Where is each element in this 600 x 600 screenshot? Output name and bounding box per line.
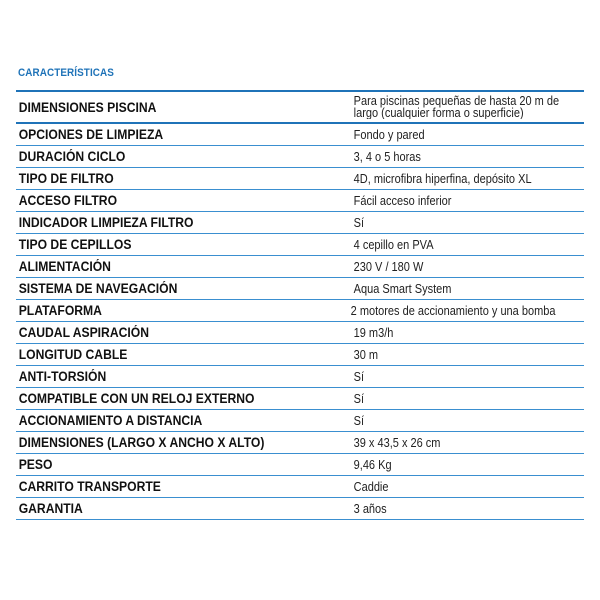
spec-label: LONGITUD CABLE <box>18 347 128 362</box>
table-row <box>16 256 584 278</box>
table-row <box>16 366 584 388</box>
spec-label: ACCESO FILTRO <box>18 193 118 208</box>
spec-label: ANTI-TORSIÓN <box>18 369 107 384</box>
table-row <box>16 322 584 344</box>
table-row <box>16 190 584 212</box>
spec-value: 3, 4 o 5 horas <box>353 149 421 164</box>
spec-label: OPCIONES DE LIMPIEZA <box>18 127 164 142</box>
spec-value: 2 motores de accionamiento y una bomba <box>350 303 556 318</box>
spec-label: GARANTIA <box>18 501 83 516</box>
spec-label: ACCIONAMIENTO A DISTANCIA <box>18 413 203 428</box>
table-row <box>16 278 584 300</box>
spec-value: Sí <box>353 215 365 230</box>
table-row <box>16 124 584 146</box>
spec-value: 230 V / 180 W <box>353 259 424 274</box>
spec-label: TIPO DE FILTRO <box>18 171 114 186</box>
table-row <box>16 410 584 432</box>
table-row <box>16 92 584 124</box>
table-row <box>16 454 584 476</box>
spec-value: 39 x 43,5 x 26 cm <box>353 435 441 450</box>
spec-value: Fácil acceso inferior <box>353 193 452 208</box>
spec-label: DIMENSIONES (LARGO X ANCHO X ALTO) <box>18 435 265 450</box>
spec-value: Sí <box>353 413 365 428</box>
spec-value: Aqua Smart System <box>353 281 452 296</box>
spec-label: PESO <box>18 457 53 472</box>
spec-value: Sí <box>353 391 365 406</box>
spec-label: ALIMENTACIÓN <box>18 259 111 274</box>
table-row <box>16 432 584 454</box>
table-row <box>16 476 584 498</box>
table-row <box>16 344 584 366</box>
spec-value: Sí <box>353 369 365 384</box>
table-row <box>16 498 584 520</box>
spec-value: 30 m <box>353 347 379 362</box>
table-row <box>16 212 584 234</box>
spec-value: 3 años <box>353 501 387 516</box>
table-row <box>16 300 584 322</box>
spec-value: Caddie <box>353 479 389 494</box>
spec-value: Para piscinas pequeñas de hasta 20 m de largo (cualquier forma o superficie) <box>353 95 560 119</box>
spec-label: CAUDAL ASPIRACIÓN <box>18 325 149 340</box>
spec-value: 19 m3/h <box>353 325 394 340</box>
table-row <box>16 388 584 410</box>
table-row <box>16 234 584 256</box>
table-row <box>16 146 584 168</box>
spec-label: INDICADOR LIMPIEZA FILTRO <box>18 215 194 230</box>
spec-label: SISTEMA DE NAVEGACIÓN <box>18 281 178 296</box>
spec-label: DURACIÓN CICLO <box>18 149 126 164</box>
spec-label: COMPATIBLE CON UN RELOJ EXTERNO <box>18 391 255 406</box>
spec-label: PLATAFORMA <box>18 303 102 318</box>
table-row <box>16 168 584 190</box>
spec-label: TIPO DE CEPILLOS <box>18 237 132 252</box>
spec-label: CARRITO TRANSPORTE <box>18 479 161 494</box>
spec-value: 9,46 Kg <box>353 457 392 472</box>
spec-table <box>16 90 584 520</box>
spec-value: 4 cepillo en PVA <box>353 237 434 252</box>
spec-value: 4D, microfibra hiperfina, depósito XL <box>353 171 532 186</box>
spec-label: DIMENSIONES PISCINA <box>18 99 157 115</box>
section-title: CARACTERÍSTICAS <box>18 67 114 79</box>
spec-value: Fondo y pared <box>353 127 425 142</box>
